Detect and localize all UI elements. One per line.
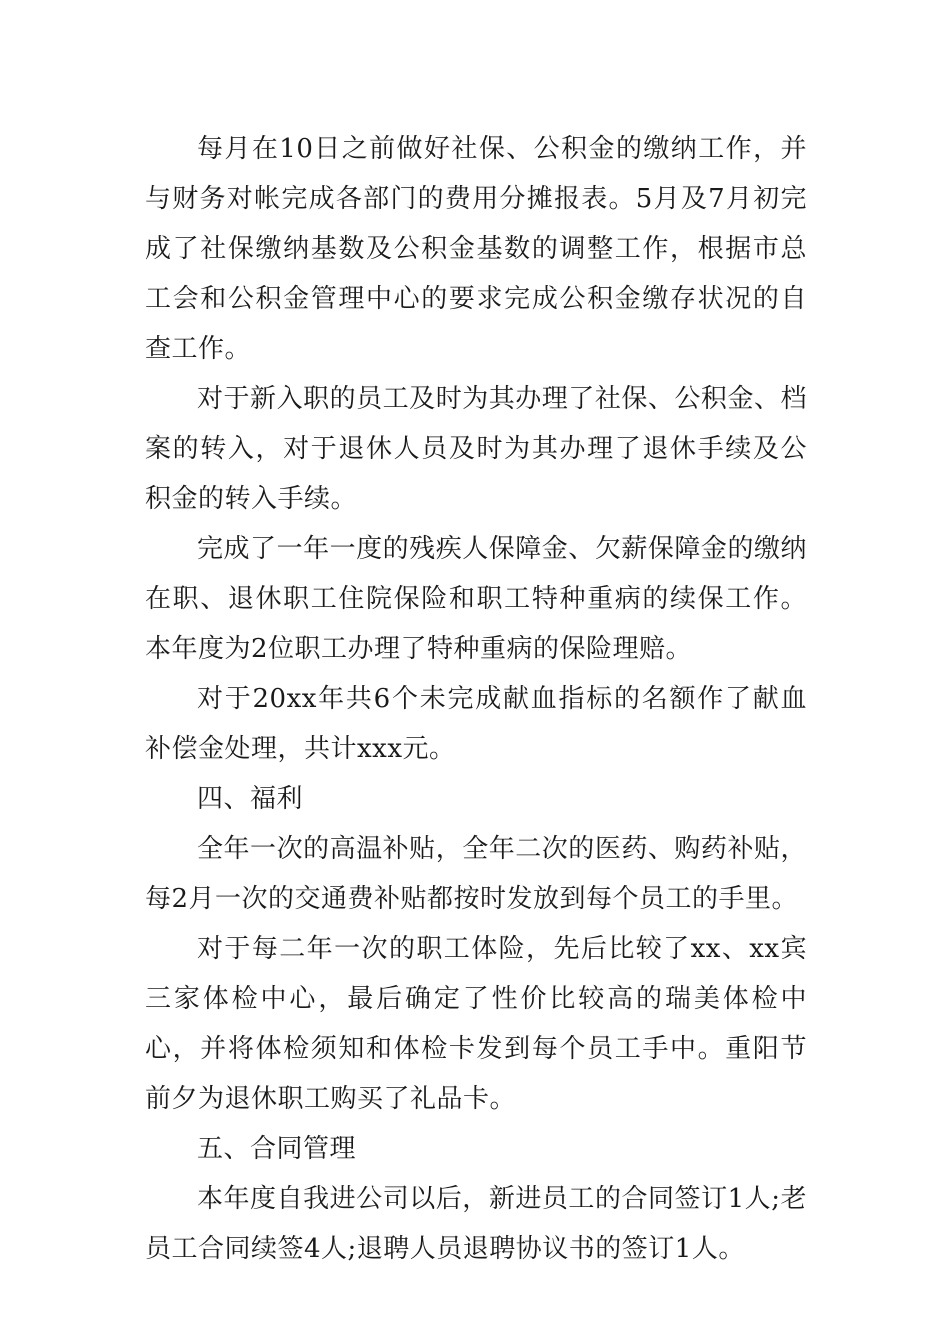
document-page: [145, 124, 807, 1274]
section-heading-contract-management: 五、合同管理: [197, 1134, 357, 1164]
paragraph-subsidies: 全年一次的高温补贴，全年二次的医药、购药补贴，每2月一次的交通费补贴都按时发放到每个员工的手里。: [145, 834, 807, 914]
paragraph-social-insurance: 每月在10日之前做好社保、公积金的缴纳工作，并与财务对帐完成各部门的费用分摊报表。5月及7月初完成了社保缴纳基数及公积金基数的调整工作，根据市总工会和公积金管理中心的要求完成公积金缴存状况的自查工作。: [145, 134, 807, 364]
paragraph-new-employees: 对于新入职的员工及时为其办理了社保、公积金、档案的转入，对于退休人员及时为其办理了退休手续及公积金的转入手续。: [145, 384, 807, 514]
paragraph-security-funds: 完成了一年一度的残疾人保障金、欠薪保障金的缴纳在职、退休职工住院保险和职工特种重病的续保工作。本年度为2位职工办理了特种重病的保险理赔。: [145, 534, 807, 664]
paragraph-health-check: 对于每二年一次的职工体险，先后比较了xx、xx宾三家体检中心，最后确定了性价比较高的瑞美体检中心，并将体检须知和体检卡发到每个员工手中。重阳节前夕为退休职工购买了礼品卡。: [145, 934, 807, 1114]
paragraph-contracts: 本年度自我进公司以后，新进员工的合同签订1人;老员工合同续签4人;退聘人员退聘协议书的签订1人。: [145, 1184, 807, 1264]
paragraph-blood-donation: 对于20xx年共6个未完成献血指标的名额作了献血补偿金处理，共计xxx元。: [145, 684, 807, 764]
section-heading-welfare: 四、福利: [197, 784, 304, 814]
